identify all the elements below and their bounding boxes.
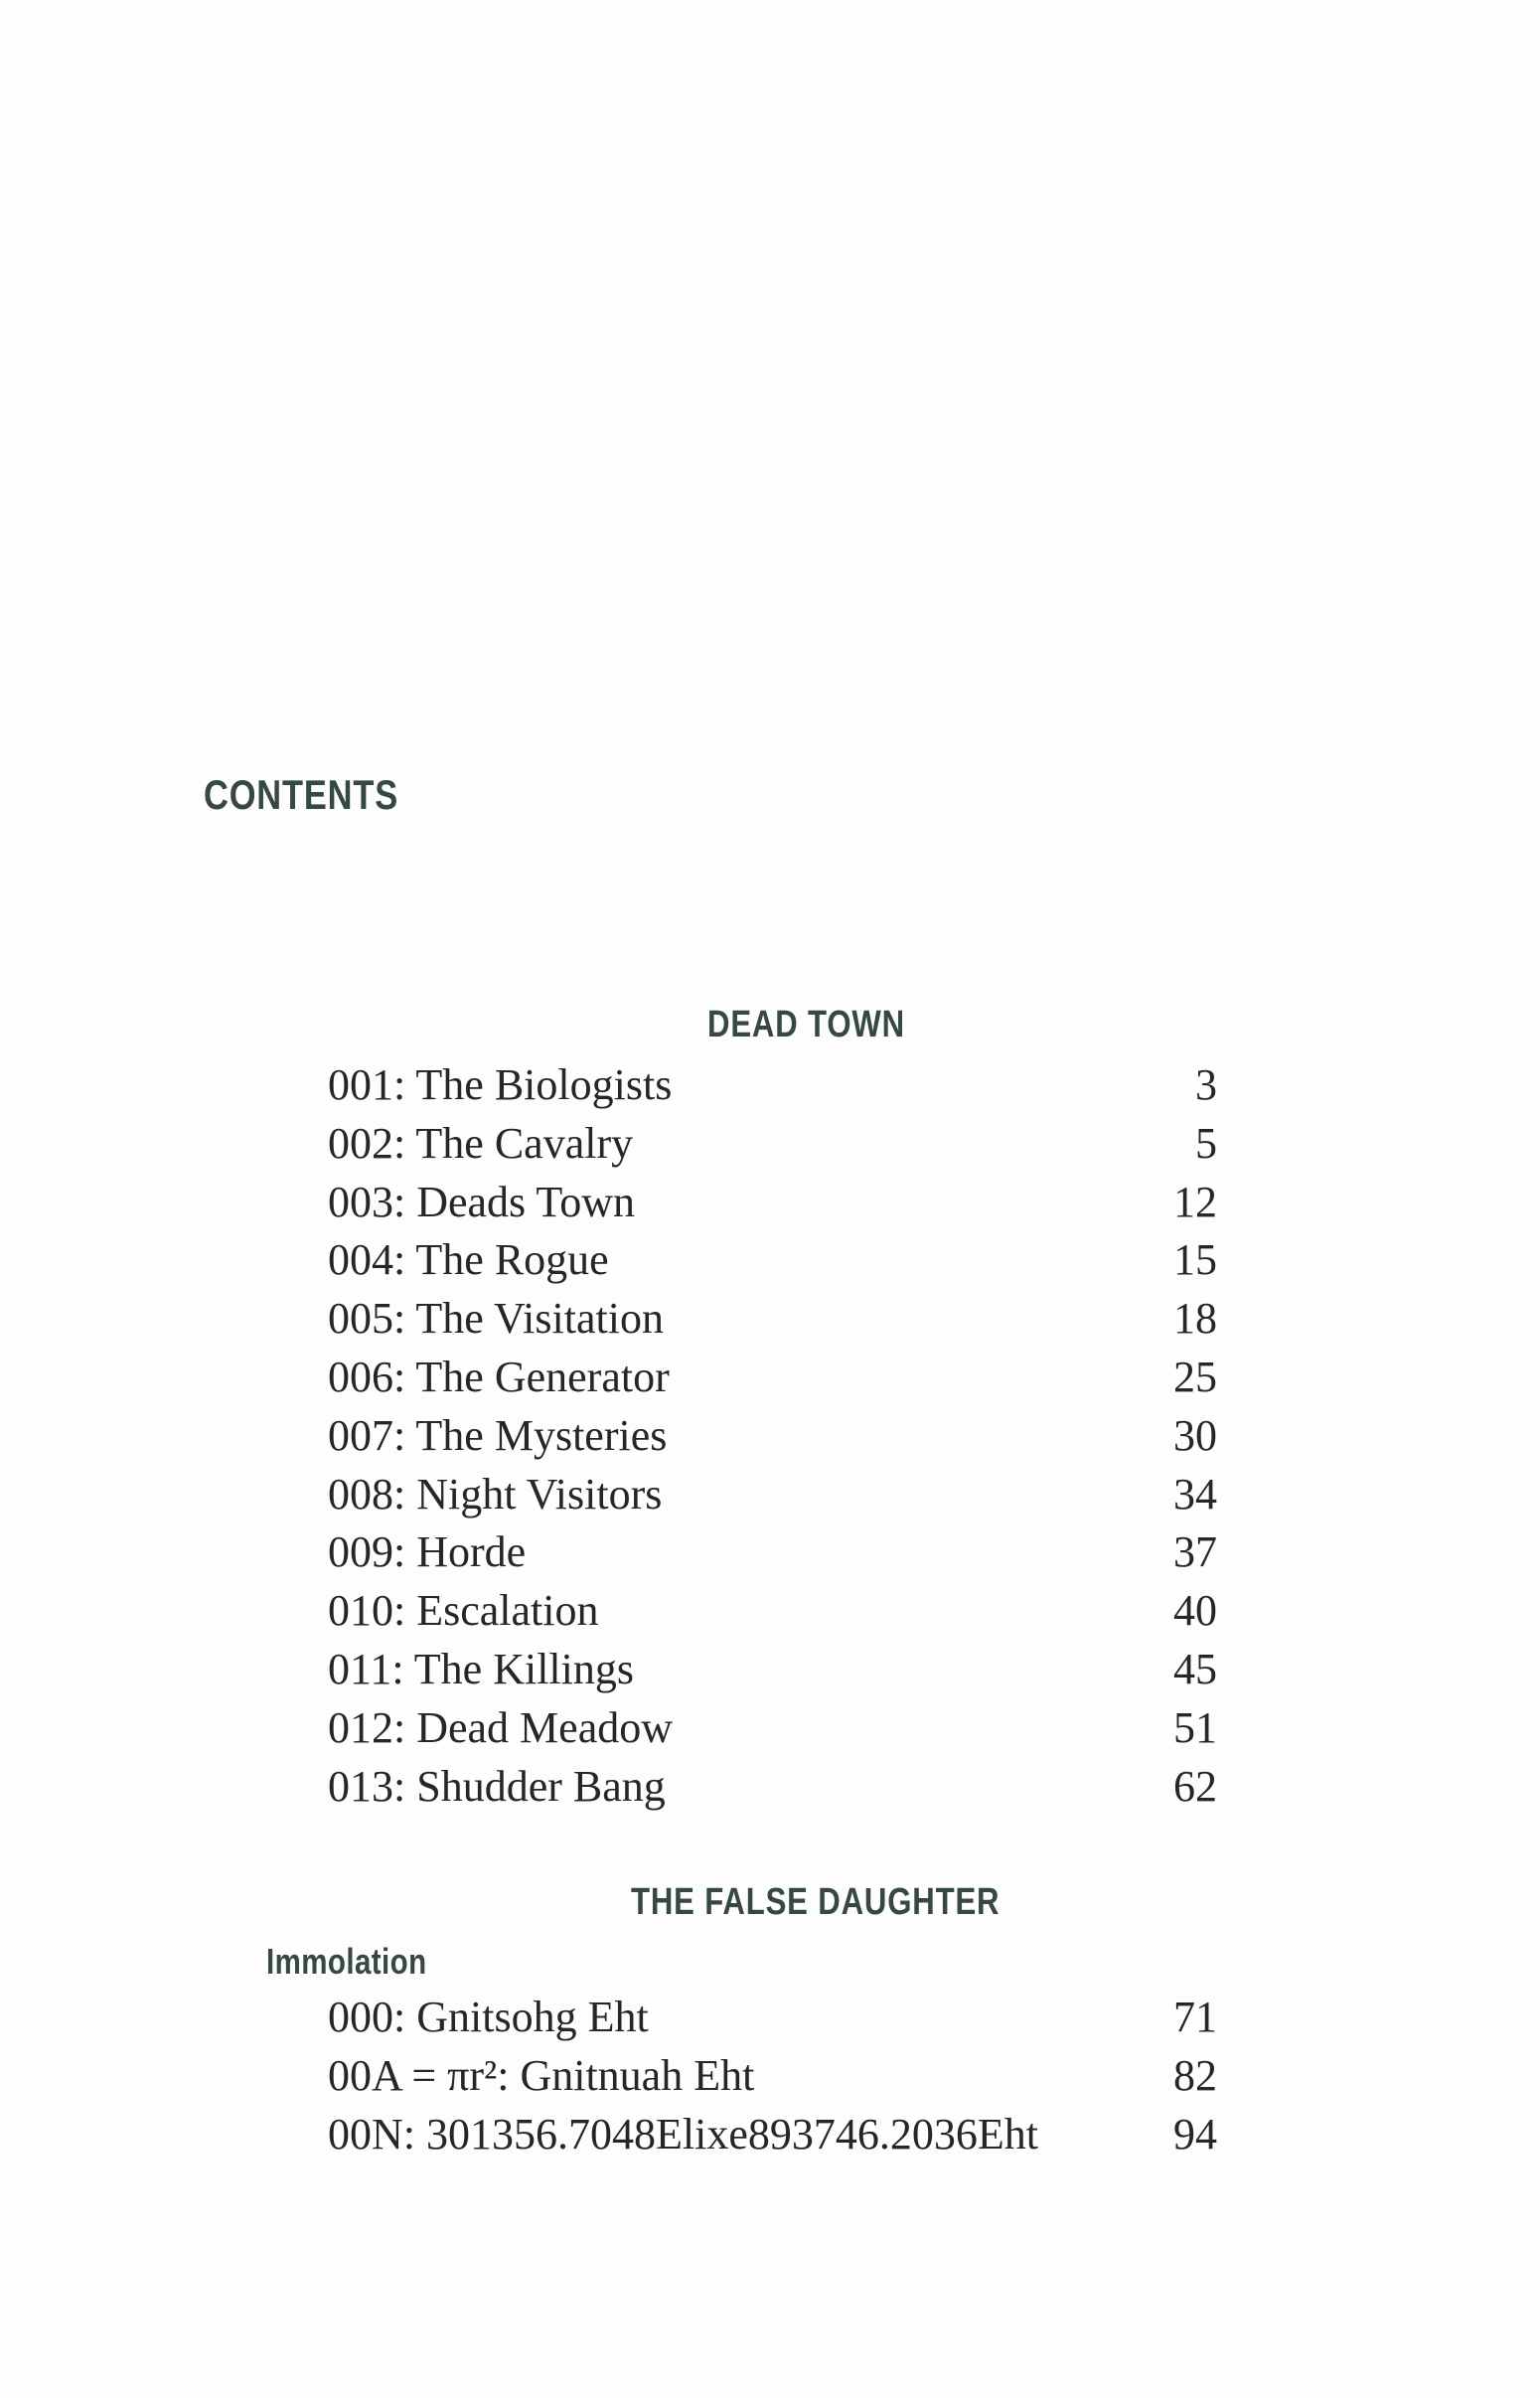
toc-entry-label: 001: The Biologists (328, 1060, 673, 1109)
toc-entry[interactable] (328, 1989, 1217, 2047)
toc-list-dead-town (328, 1056, 1217, 1816)
toc-entry-page: 3 (1195, 1060, 1217, 1109)
toc-entry[interactable] (328, 1349, 1217, 1407)
toc-entry-label: 012: Dead Meadow (328, 1702, 674, 1752)
toc-entry[interactable] (328, 2047, 1217, 2106)
toc-entry-page: 71 (1173, 1993, 1217, 2041)
toc-entry[interactable] (328, 1758, 1217, 1817)
toc-entry-label: 00A = πr²: Gnitnuah Eht (328, 2050, 755, 2100)
toc-entry-label: 008: Night Visitors (328, 1469, 663, 1519)
section-title-dead-town: DEAD TOWN (707, 1004, 905, 1045)
toc-entry-label: 010: Escalation (328, 1586, 599, 1636)
toc-entry-label: 006: The Generator (328, 1352, 670, 1401)
toc-entry-label: 002: The Cavalry (328, 1118, 634, 1168)
toc-entry[interactable] (328, 1582, 1217, 1641)
toc-list-the-false-daughter (328, 1989, 1217, 2163)
toc-entry-label: 000: Gnitsohg Eht (328, 1993, 649, 2041)
toc-entry[interactable] (328, 1699, 1217, 1758)
toc-entry-label: 007: The Mysteries (328, 1410, 668, 1460)
toc-entry[interactable] (328, 1466, 1217, 1524)
toc-entry-page: 82 (1173, 2050, 1217, 2100)
toc-entry-page: 94 (1173, 2109, 1217, 2158)
toc-entry-page: 37 (1173, 1527, 1217, 1577)
toc-entry[interactable] (328, 1290, 1217, 1349)
toc-entry[interactable] (328, 1407, 1217, 1466)
toc-entry[interactable] (328, 1056, 1217, 1115)
toc-entry-page: 51 (1173, 1702, 1217, 1752)
toc-entry[interactable] (328, 1641, 1217, 1699)
toc-entry-page: 30 (1173, 1410, 1217, 1460)
page-title: CONTENTS (204, 771, 398, 818)
toc-entry-label: 011: The Killings (328, 1644, 634, 1693)
toc-entry[interactable] (328, 1231, 1217, 1290)
toc-entry-label: 004: The Rogue (328, 1235, 609, 1285)
toc-entry-page: 5 (1195, 1118, 1217, 1168)
toc-entry-page: 62 (1173, 1761, 1217, 1811)
section-title-the-false-daughter: THE FALSE DAUGHTER (631, 1881, 1001, 1923)
toc-entry[interactable] (328, 1115, 1217, 1174)
toc-entry-label: 013: Shudder Bang (328, 1761, 666, 1811)
toc-entry-label: 005: The Visitation (328, 1294, 664, 1344)
toc-entry-page: 34 (1173, 1469, 1217, 1519)
toc-entry-label: 00N: 301356.7048Elixe893746.2036Eht (328, 2109, 1038, 2158)
toc-entry[interactable] (328, 1174, 1217, 1232)
toc-entry-page: 12 (1173, 1177, 1217, 1226)
toc-entry-page: 15 (1173, 1235, 1217, 1285)
toc-entry-label: 003: Deads Town (328, 1177, 635, 1226)
toc-entry-page: 18 (1173, 1294, 1217, 1344)
toc-entry[interactable] (328, 1523, 1217, 1582)
toc-entry-page: 40 (1173, 1586, 1217, 1636)
toc-entry-page: 45 (1173, 1644, 1217, 1693)
subsection-title-immolation: Immolation (266, 1941, 427, 1982)
toc-entry-label: 009: Horde (328, 1527, 527, 1577)
toc-entry[interactable] (328, 2106, 1217, 2164)
toc-entry-page: 25 (1173, 1352, 1217, 1401)
